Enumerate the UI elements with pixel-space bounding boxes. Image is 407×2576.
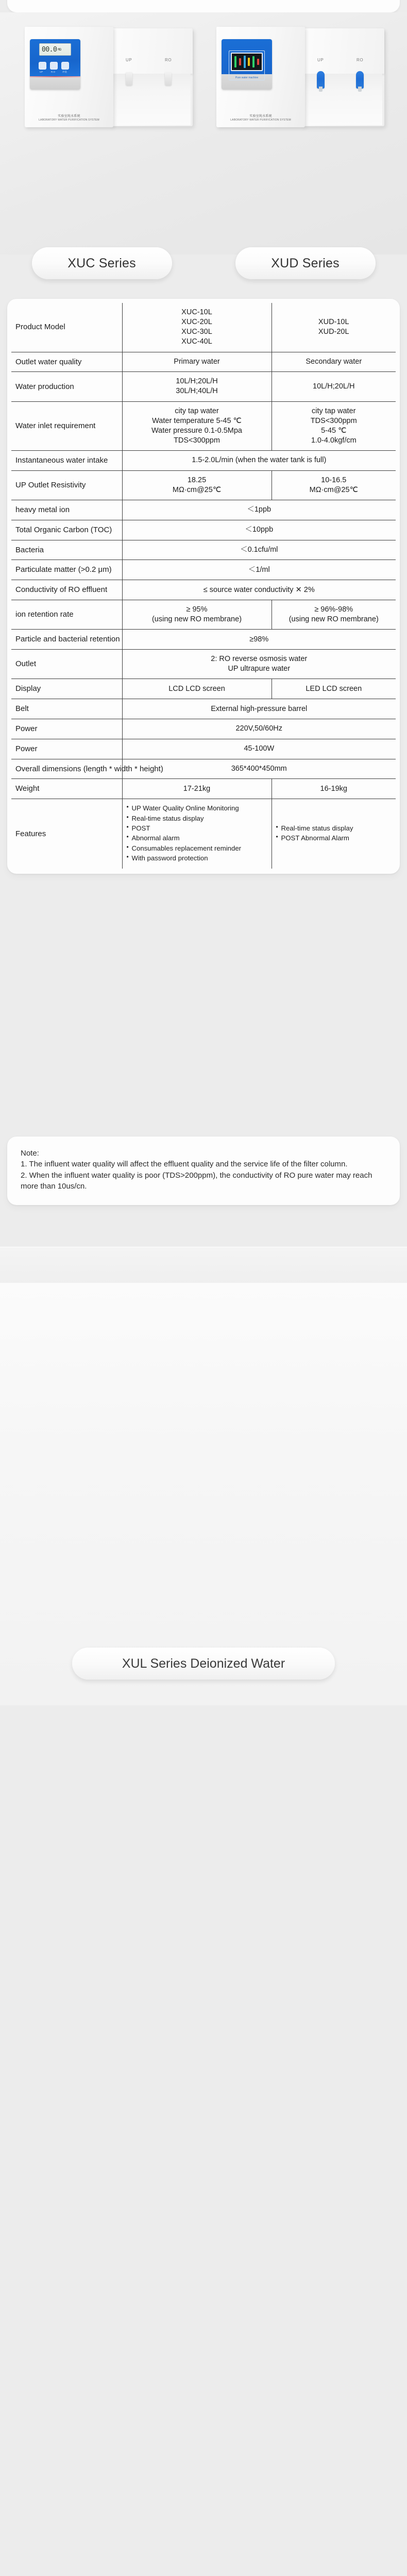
spec-value-xud: 16-19kg xyxy=(272,779,396,799)
spec-label: Display xyxy=(11,679,122,699)
spec-value-xud: LED LCD screen xyxy=(272,679,396,699)
table-row xyxy=(11,401,396,451)
xuc-tap-up xyxy=(126,72,132,86)
spec-value-combined: ＜10ppb xyxy=(122,520,396,540)
xuc-dispenser-bay xyxy=(113,74,191,125)
note-card xyxy=(7,1137,400,1205)
table-row xyxy=(11,451,396,471)
xuc-dispenser-top xyxy=(111,28,193,74)
xuc-lcd-unit: MΩ xyxy=(58,47,61,52)
led-bar-5 xyxy=(252,56,255,67)
spec-value-combined: ≤ source water conductivity ✕ 2% xyxy=(122,580,396,600)
xud-dispenser-top xyxy=(303,28,384,74)
xud-tap-label-ro: RO xyxy=(357,58,364,62)
product-image-xud xyxy=(216,27,386,130)
features-xud xyxy=(272,799,396,869)
feature-item: • UP Water Quality Online Monitoring xyxy=(127,804,267,812)
series-pill-row xyxy=(0,247,407,279)
table-row xyxy=(11,500,396,520)
xud-panel-caption: Pure water machine xyxy=(235,76,259,79)
series-pill-xuc-label: XUC Series xyxy=(67,256,136,270)
spec-value-xuc: 10L/H;20L/H 30L/H;40L/H xyxy=(122,372,272,401)
spec-label: Bacteria xyxy=(11,540,122,560)
table-row xyxy=(11,630,396,650)
spec-label: Instantaneous water intake xyxy=(11,451,122,471)
specification-table xyxy=(11,303,396,869)
feature-item: • POST xyxy=(127,824,267,833)
led-bar-4 xyxy=(248,58,250,66)
table-row xyxy=(11,560,396,580)
spec-label: Features xyxy=(11,799,122,869)
feature-item: • Real-time status display xyxy=(127,814,267,823)
feature-item: • Real-time status display xyxy=(276,824,392,833)
spec-label: Water production xyxy=(11,372,122,401)
spec-label: Particle and bacterial retention xyxy=(11,630,122,650)
spec-label: Outlet xyxy=(11,650,122,679)
specification-table-card xyxy=(7,299,400,874)
spec-label: ion retention rate xyxy=(11,600,122,630)
spec-value-xud: city tap water TDS<300ppm 5-45 ℃ 1.0-4.0kgf/cm xyxy=(272,401,396,451)
xud-led-display xyxy=(231,53,263,71)
xud-brand-text xyxy=(216,113,305,122)
xuc-tap-label-up: UP xyxy=(126,58,132,62)
series-pill-xul-label: XUL Series Deionized Water xyxy=(122,1656,285,1671)
table-row xyxy=(11,650,396,679)
series-pill-xuc[interactable] xyxy=(32,247,172,279)
feature-item: • POST Abnormal Alarm xyxy=(276,834,392,842)
xuc-cabinet xyxy=(25,27,113,127)
xuc-brand-cn: 实验室纯水系统 xyxy=(58,115,80,118)
xud-dispenser-wall xyxy=(303,28,384,126)
series-pill-xud[interactable] xyxy=(235,247,376,279)
table-row xyxy=(11,739,396,759)
table-row xyxy=(11,540,396,560)
led-bar-2 xyxy=(239,58,241,65)
spec-value-combined: ≥98% xyxy=(122,630,396,650)
xuc-button-label-flush: 冲洗 xyxy=(62,71,67,73)
spec-label: Power xyxy=(11,739,122,759)
xuc-brand-text xyxy=(25,113,113,122)
xud-control-panel xyxy=(222,39,272,90)
table-row xyxy=(11,679,396,699)
spec-label: Weight xyxy=(11,779,122,799)
spec-value-xud: 10L/H;20L/H xyxy=(272,372,396,401)
xuc-tap-ro xyxy=(165,72,172,86)
table-row xyxy=(11,600,396,630)
section-separator-band xyxy=(0,1247,407,1283)
spec-label: Outlet water quality xyxy=(11,352,122,372)
xuc-lcd-display xyxy=(39,43,71,56)
note-line-2: 2. When the influent water quality is poor (TDS>200ppm), the conductivity of RO pure water may reach more than 10us/cn. xyxy=(21,1171,372,1191)
spec-value-combined: ＜0.1cfu/ml xyxy=(122,540,396,560)
xud-tap-ro xyxy=(356,71,364,89)
table-row xyxy=(11,372,396,401)
xuc-control-panel xyxy=(30,39,80,90)
table-row xyxy=(11,303,396,352)
spec-label: Total Organic Carbon (TOC) xyxy=(11,520,122,540)
spec-value-combined: 1.5-2.0L/min (when the water tank is full) xyxy=(122,451,396,471)
xuc-button-label-ro: R.O xyxy=(51,71,56,73)
xud-cabinet xyxy=(216,27,305,127)
table-row xyxy=(11,779,396,799)
spec-label: Particulate matter (>0.2 μm) xyxy=(11,560,122,580)
spec-value-combined: ＜1ppb xyxy=(122,500,396,520)
led-bar-3 xyxy=(244,56,246,68)
product-image-xuc xyxy=(25,27,195,130)
spec-value-combined: 365*400*450mm xyxy=(122,759,396,779)
spec-value-xud: ≥ 96%-98% (using new RO membrane) xyxy=(272,600,396,630)
spec-value-xuc: ≥ 95% (using new RO membrane) xyxy=(122,600,272,630)
xuc-lcd-value: 00.0 xyxy=(42,45,57,54)
series-pill-xud-label: XUD Series xyxy=(271,256,340,270)
spec-value-xud: 10-16.5 MΩ·cm@25℃ xyxy=(272,470,396,500)
spec-label: Product Model xyxy=(11,303,122,352)
feature-item: • Abnormal alarm xyxy=(127,834,267,842)
spec-value-xud: XUD-10L XUD-20L xyxy=(272,303,396,352)
note-title: Note: xyxy=(21,1149,39,1158)
spec-label: Conductivity of RO effluent xyxy=(11,580,122,600)
table-row xyxy=(11,580,396,600)
hero-product-gallery xyxy=(0,12,407,255)
series-pill-xul[interactable] xyxy=(72,1648,335,1680)
xuc-button-row[interactable] xyxy=(39,62,69,70)
spec-value-xuc: 18.25 MΩ·cm@25℃ xyxy=(122,470,272,500)
spec-label: heavy metal ion xyxy=(11,500,122,520)
xuc-brand-en: LABORATORY WATER PURIFICATION SYSTEM xyxy=(39,118,99,122)
feature-item: • Consumables replacement reminder xyxy=(127,844,267,853)
xul-hero-section xyxy=(0,1283,407,1705)
table-row xyxy=(11,470,396,500)
xuc-panel-base xyxy=(30,77,80,90)
spec-value-combined: ＜1/ml xyxy=(122,560,396,580)
spec-value-xuc: LCD LCD screen xyxy=(122,679,272,699)
spec-value-xuc: 17-21kg xyxy=(122,779,272,799)
spec-label: Belt xyxy=(11,699,122,719)
xuc-dispenser-wall xyxy=(111,28,193,126)
xuc-tap-label-ro: RO xyxy=(165,58,172,62)
table-row xyxy=(11,699,396,719)
top-panel-stub xyxy=(7,0,400,12)
spec-label: Overall dimensions (length * width * height) xyxy=(11,759,122,779)
table-row xyxy=(11,759,396,779)
spec-value-combined: External high-pressure barrel xyxy=(122,699,396,719)
spec-value-combined: 45-100W xyxy=(122,739,396,759)
table-row xyxy=(11,520,396,540)
xud-brand-cn: 实验室纯水系统 xyxy=(249,115,272,118)
features-xuc xyxy=(122,799,272,869)
led-bar-1 xyxy=(234,56,236,67)
xud-brand-en: LABORATORY WATER PURIFICATION SYSTEM xyxy=(230,118,291,122)
xud-tap-label-up: UP xyxy=(317,58,324,62)
xud-tap-up xyxy=(317,71,325,89)
xuc-button-flush[interactable] xyxy=(61,62,69,70)
table-row xyxy=(11,719,396,739)
feature-item: • With password protection xyxy=(127,854,267,862)
xuc-button-up[interactable] xyxy=(39,62,46,70)
spec-label: Power xyxy=(11,719,122,739)
spec-label: Water inlet requirement xyxy=(11,401,122,451)
note-line-1: 1. The influent water quality will affect the effluent quality and the service life of the filter column. xyxy=(21,1160,348,1169)
spec-value-combined: 2: RO reverse osmosis water UP ultrapure water xyxy=(122,650,396,679)
led-bar-6 xyxy=(257,59,259,65)
spec-value-xud: Secondary water xyxy=(272,352,396,372)
xuc-button-ro[interactable] xyxy=(50,62,58,70)
spec-value-xuc: XUC-10L XUC-20L XUC-30L XUC-40L xyxy=(122,303,272,352)
spec-label: UP Outlet Resistivity xyxy=(11,470,122,500)
spec-value-combined: 220V,50/60Hz xyxy=(122,719,396,739)
xuc-button-label-up: UP xyxy=(40,71,43,73)
table-row xyxy=(11,352,396,372)
spec-value-xuc: Primary water xyxy=(122,352,272,372)
table-row-features xyxy=(11,799,396,869)
spec-value-xuc: city tap water Water temperature 5-45 ℃ Water pressure 0.1-0.5Mpa TDS<300ppm xyxy=(122,401,272,451)
